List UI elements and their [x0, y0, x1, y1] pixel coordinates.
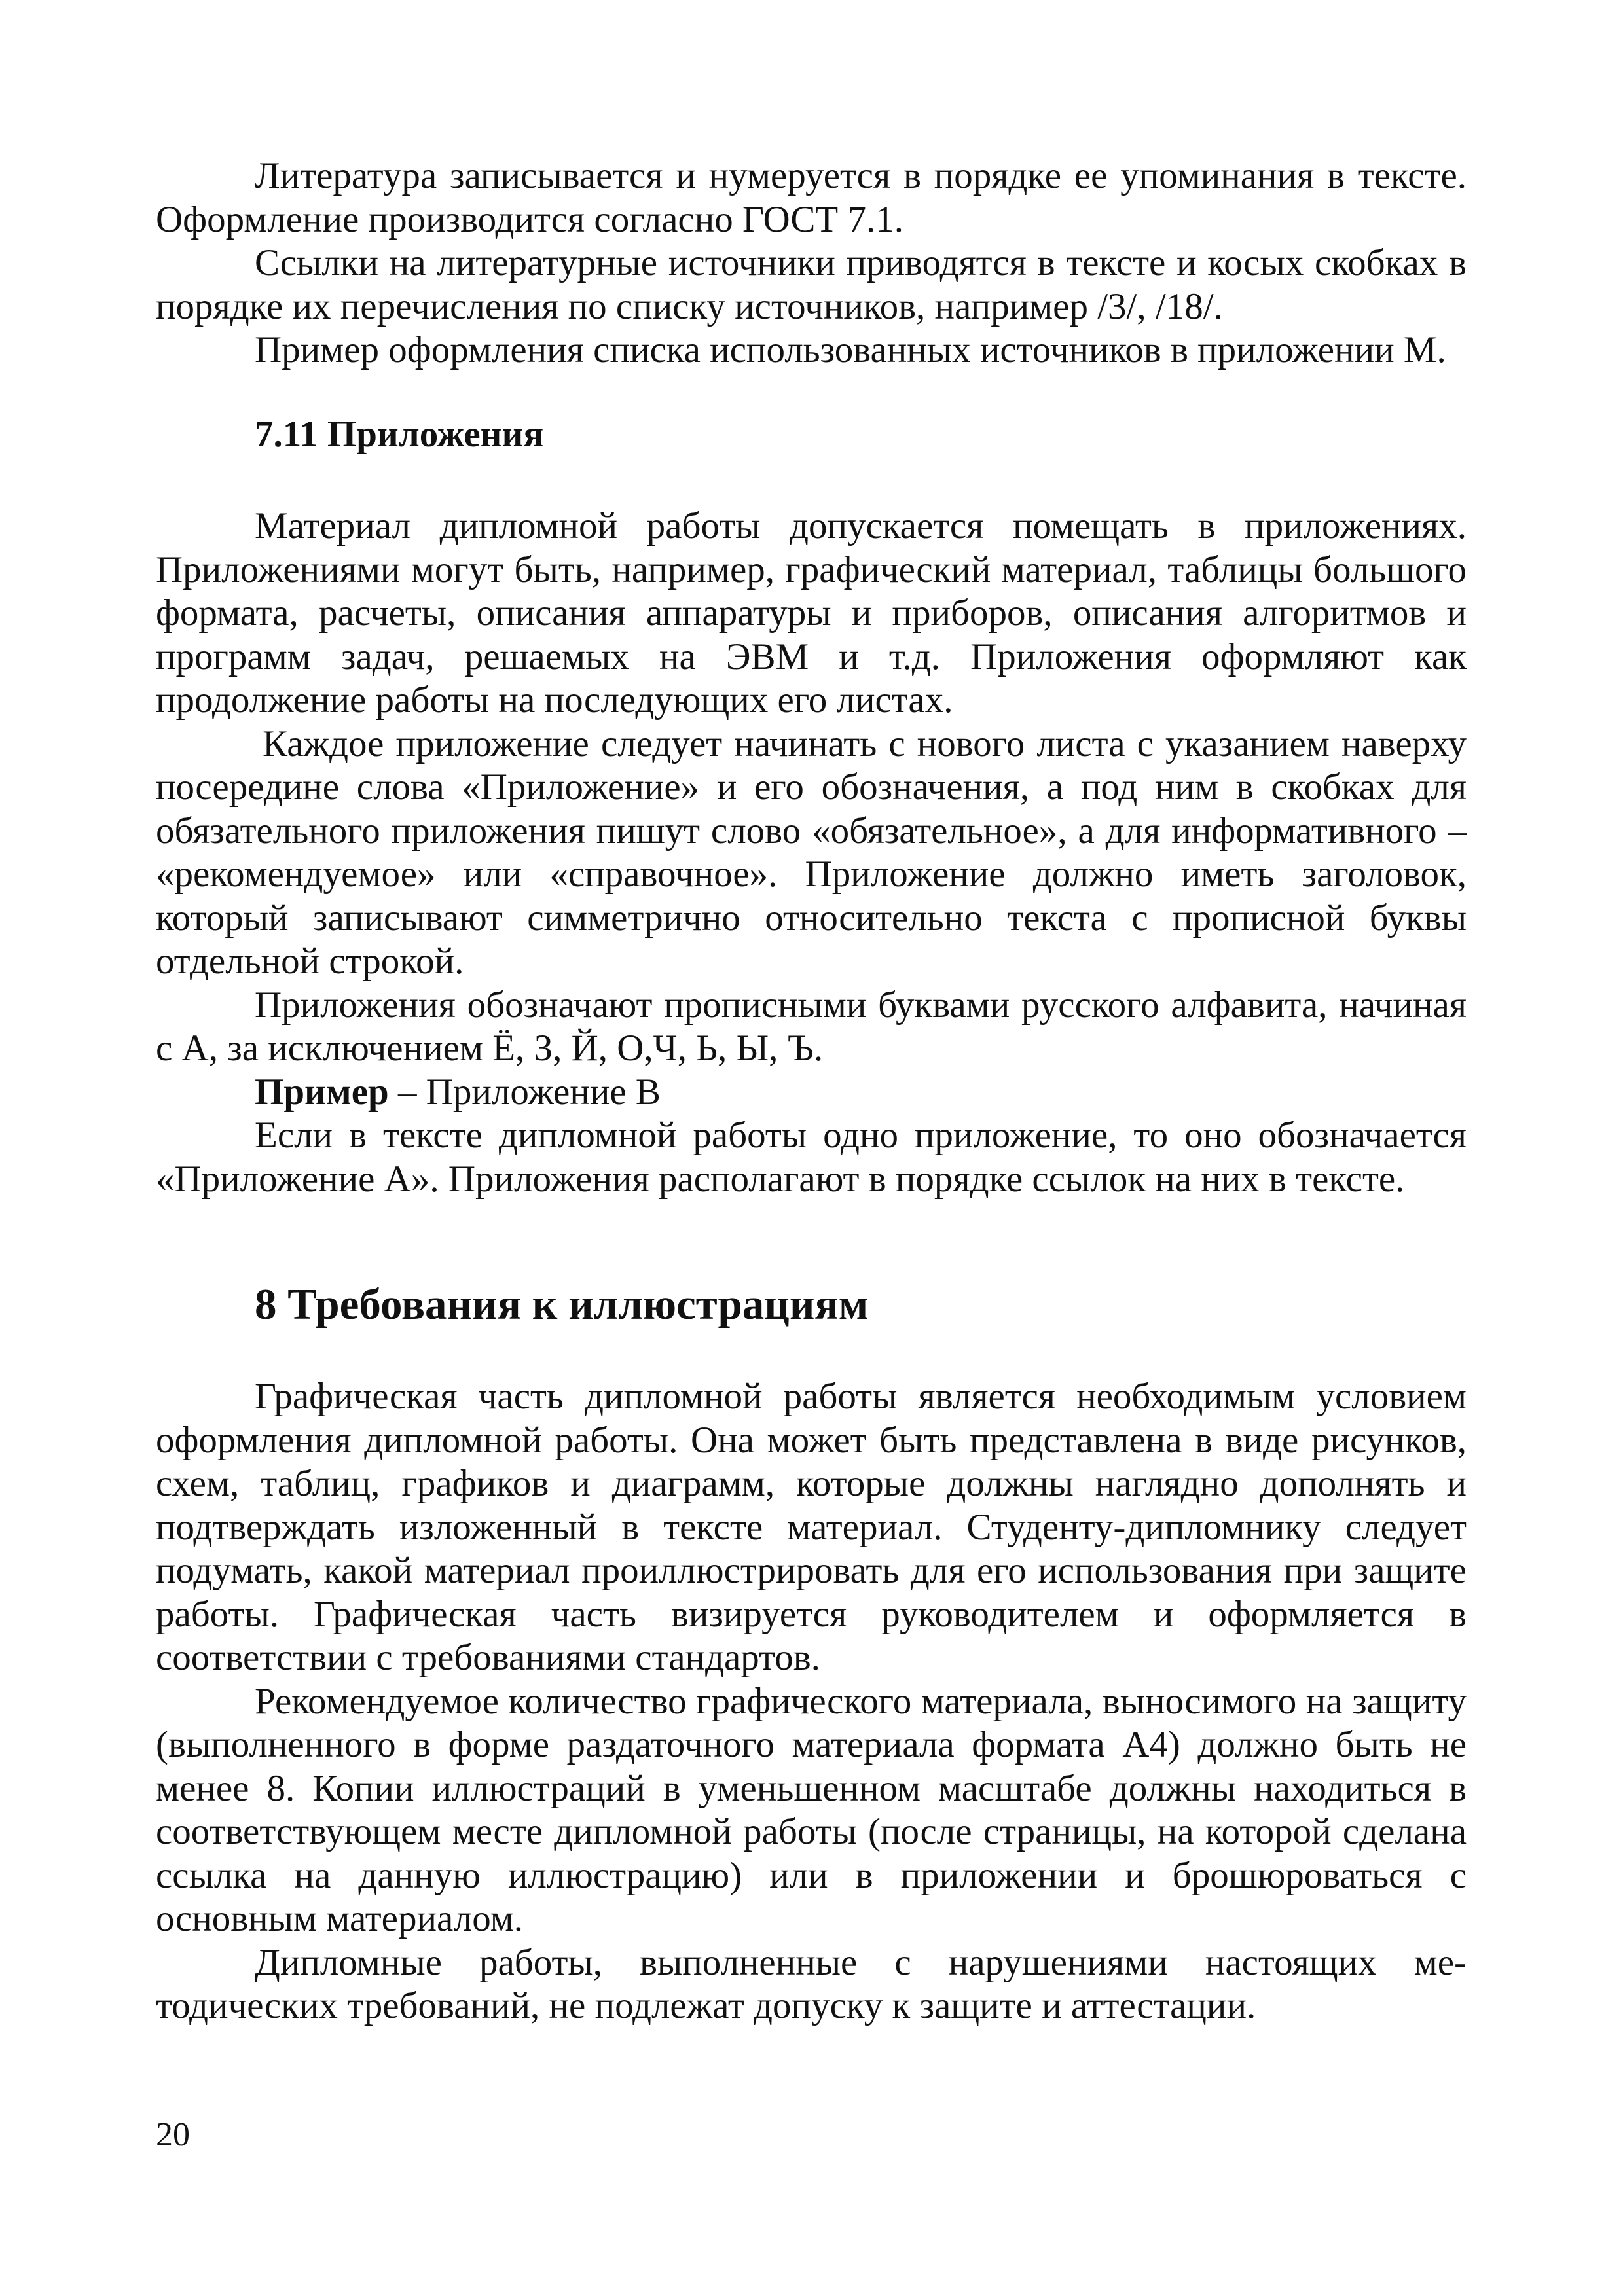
section-title-appendices: 7.11 Приложения — [255, 413, 544, 455]
paragraph-literature-order: Литература записывается и нумеруется в порядке ее упоминания в тексте. Оформление производится согласно ГОСТ 7.1. — [156, 155, 1467, 240]
example-text: – Приложение В — [388, 1071, 661, 1113]
paragraph-appendices-material: Материал дипломной работы допускается помещать в приложениях. Приложениями могут быть, например, графический материал, таблицы большого формата, расчеты, описания аппаратуры и приборов, описания алгоритмов и программ задач, решаемых на ЭВМ и т.д. Приложения оформляют как продолжение работы на последующих его листах. — [156, 505, 1467, 721]
paragraph-illustrations-quantity: Рекомендуемое количество графического материала, выносимого на защиту (выполненного в форме раздаточного материала формата А4) должно быть не менее 8. Копии иллюстраций в уменьшенном масштабе должны находиться в соответствующем месте дипломной работы (после страницы, на которой сделана ссылка на данную иллюстрацию) или в приложении и брошюроваться с основным материалом. — [156, 1680, 1467, 1939]
paragraph-appendices-start: Каждое приложение следует начинать с нового листа с указанием наверху посередине слова «Приложение» и его обозначения, а под ним в скобках для обязательного приложения пишут слово «обязательное», а для информативного – «рекомендуемое» или «справочное». Приложение должно иметь заголовок, который записывают симметрично относительно текста с прописной буквы отдельной строкой. — [156, 723, 1467, 982]
paragraph-literature-example: Пример оформления списка использованных источников в приложении М. — [255, 329, 1446, 370]
paragraph-appendices-single: Если в тексте дипломной работы одно приложение, то оно обозначается «Приложение А». Приложения располагают в порядке ссылок на них в тексте. — [156, 1115, 1467, 1200]
paragraph-illustrations-graphic-part: Графическая часть дипломной работы является необходимым условием оформления дипломной работы. Она может быть представлена в виде рисунков, схем, таблиц, графиков и диаграмм, которые должны наглядно дополнять и подтверждать изложенный в тексте материал. Студенту-дипломнику следует подумать, какой материал проиллюстрировать для его использования при защите работы. Графическая часть визируется руководителем и оформляется в соответствии с требованиями стандартов. — [156, 1376, 1467, 1678]
section-title-illustrations: 8 Требования к иллюстрациям — [255, 1280, 869, 1329]
paragraph-illustrations-violations: Дипломные работы, выполненные с нарушениями настоящих ме-тодических требований, не подлежат допуску к защите и аттестации. — [156, 1941, 1467, 2026]
paragraph-appendices-example — [156, 1071, 1467, 1115]
example-label: Пример — [255, 1071, 389, 1113]
paragraph-appendices-letters: Приложения обозначают прописными буквами русского алфавита, начиная с А, за исключением Ё, З, Й, О,Ч, Ь, Ы, Ъ. — [156, 984, 1467, 1069]
paragraph-literature-references: Ссылки на литературные источники приводятся в тексте и косых скобках в порядке их перечисления по списку источников, например /3/, /18/. — [156, 242, 1467, 327]
page-number: 20 — [156, 2116, 190, 2153]
page-body — [156, 154, 1467, 2028]
